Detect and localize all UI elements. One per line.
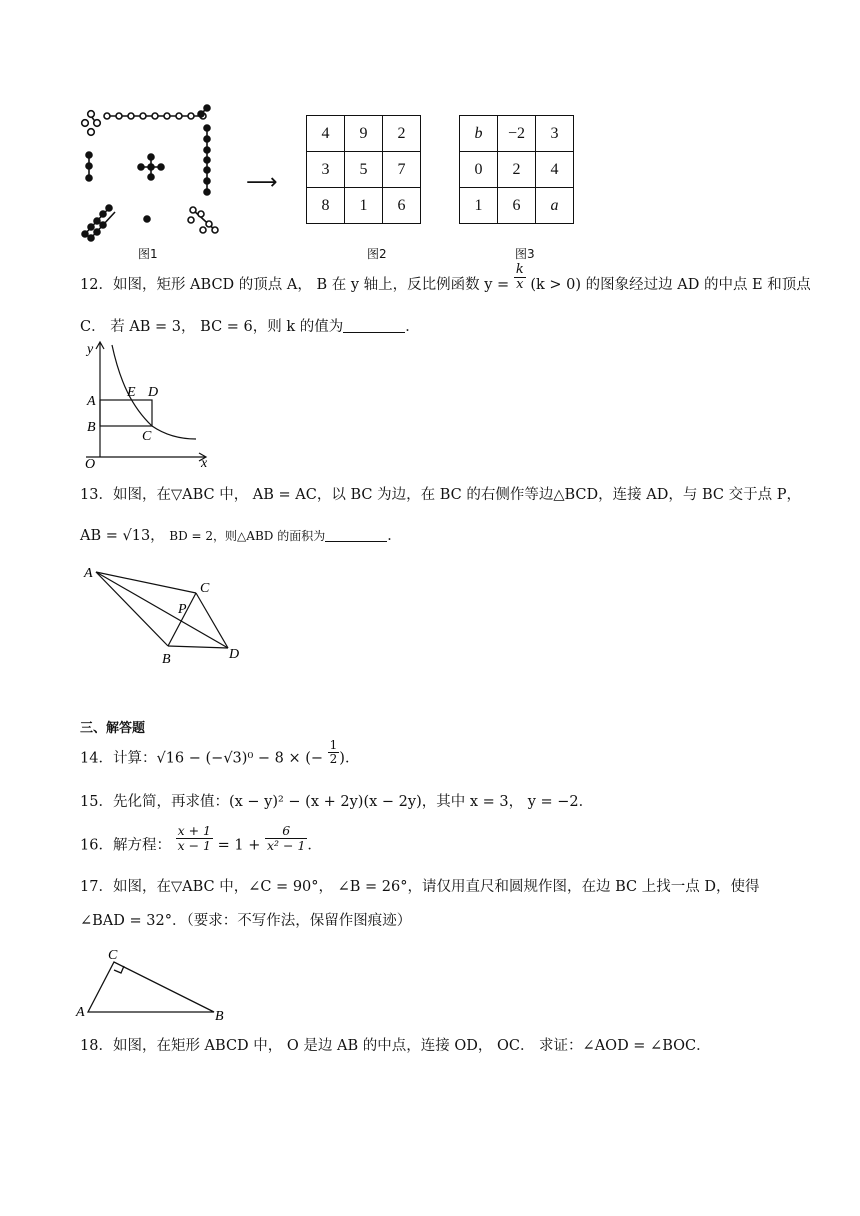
q14-number: 14．: [80, 750, 113, 767]
grid3-cell: 3: [536, 116, 574, 152]
q14-text: 计算：√16 − (−√3)⁰ − 8 × (−: [112, 750, 328, 767]
q13-figure: [80, 560, 250, 670]
grid2-cell: 2: [383, 116, 421, 152]
q12-label-E: E: [127, 385, 136, 400]
grid3-cell: 2: [498, 152, 536, 188]
section-heading: 三、解答题: [80, 721, 146, 736]
q17-number: 17．: [80, 879, 113, 895]
figure1-dot-pattern: [75, 100, 225, 242]
grid3-cell: b: [460, 116, 498, 152]
q17-label-A: A: [76, 1005, 85, 1020]
q16-text: 解方程：: [112, 837, 171, 854]
q14: [80, 738, 360, 767]
q16-fraction-left: [176, 824, 213, 853]
q12-label-y: y: [87, 342, 94, 357]
q12-label-x: x: [201, 456, 208, 470]
q13-line1: [80, 488, 801, 503]
q13-number: 13．: [80, 487, 113, 503]
grid2-cell: 6: [383, 188, 421, 224]
q17-line2: [80, 914, 411, 929]
q16-f1-den: x − 1: [177, 837, 211, 853]
grid2-cell: 8: [307, 188, 345, 224]
q15-number: 15．: [80, 794, 113, 810]
q12-frac-num: k: [515, 262, 524, 277]
q16-fraction-right: [265, 824, 307, 853]
grid3-cell: 1: [460, 188, 498, 224]
q13-end: ．: [387, 528, 402, 544]
q12-text-a: 如图，矩形 ABCD 的顶点 A， B 在 y 轴上，反比例函数 y =: [112, 276, 510, 293]
q16: [80, 823, 322, 854]
grid2-cell: 9: [345, 116, 383, 152]
grid3-cell: a: [536, 188, 574, 224]
q12-answer-blank: [343, 318, 405, 333]
q12-text-b: (k > 0) 的图象经过边 AD 的中点 E 和顶点: [530, 276, 811, 293]
q18-number: 18．: [80, 1038, 113, 1054]
q12-label-C: C: [142, 429, 152, 444]
q17-label-B: B: [215, 1009, 224, 1022]
grid2-cell: 7: [383, 152, 421, 188]
q16-number: 16．: [80, 837, 113, 854]
grid2-cell: 3: [307, 152, 345, 188]
grid2-cell: 5: [345, 152, 383, 188]
q14-frac-num: 1: [329, 738, 338, 752]
q14-fraction: [328, 739, 340, 766]
q12-number: 12．: [80, 276, 113, 293]
q12-text-c: C． 若 AB = 3， BC = 6，则 k 的值为: [80, 319, 344, 335]
q12-end: ．: [405, 319, 420, 335]
q18: [80, 1039, 711, 1054]
q13-text-c: BD = 2，则△ABD 的面积为: [169, 529, 326, 543]
q12-line2: [80, 318, 420, 335]
q13-line2: [80, 527, 402, 544]
q14-tail: )．: [339, 750, 360, 767]
arrow: ⟶: [246, 170, 278, 195]
q12-label-A: A: [87, 394, 96, 409]
q12-frac-den: x: [516, 277, 524, 293]
q13-label-B: B: [162, 652, 171, 667]
figure2-grid: [306, 115, 421, 224]
q13-answer-blank: [325, 527, 387, 542]
q14-frac-den: 2: [329, 752, 338, 767]
figure1-caption: 图1: [138, 247, 158, 261]
q17-text-a: 如图，在▽ABC 中，∠C = 90°， ∠B = 26°，请仅用直尺和圆规作图，在边 BC 上找一点 D，使得: [112, 879, 760, 895]
q16-f2-den: x² − 1: [266, 837, 306, 853]
q12-label-B: B: [87, 420, 96, 435]
q13-text-a: 如图，在▽ABC 中， AB = AC，以 BC 为边，在 BC 的右侧作等边△BCD，连接 AD，与 BC 交于点 P，: [112, 487, 801, 503]
q15: [80, 795, 593, 810]
q16-tail: ．: [307, 837, 322, 854]
q13-label-D: D: [229, 647, 240, 662]
q17-label-C: C: [108, 948, 118, 963]
q15-text: 先化简，再求值：(x − y)² − (x + 2y)(x − 2y)，其中 x = 3， y = −2．: [112, 794, 594, 810]
grid3-cell: −2: [498, 116, 536, 152]
q12-label-D: D: [148, 385, 159, 400]
q12-line1: [80, 262, 811, 293]
q12-fraction: [514, 263, 526, 293]
figure3-grid: [459, 115, 574, 224]
grid3-cell: 6: [498, 188, 536, 224]
figure2-caption: 图2: [367, 247, 387, 261]
q16-f1-num: x + 1: [177, 823, 211, 838]
q17-figure: [74, 942, 244, 1022]
q12-figure: [80, 337, 220, 470]
q13-label-A: A: [84, 566, 93, 581]
q17-text-b: ∠BAD = 32°．（要求：不写作法，保留作图痕迹）: [80, 913, 412, 929]
grid2-cell: 4: [307, 116, 345, 152]
q13-label-P: P: [178, 602, 187, 617]
grid2-cell: 1: [345, 188, 383, 224]
q12-label-O: O: [85, 457, 96, 470]
q16-f2-num: 6: [265, 824, 307, 839]
q13-text-b: AB = √13，: [80, 528, 165, 544]
q16-mid: = 1 +: [217, 837, 261, 854]
q18-text: 如图，在矩形 ABCD 中， O 是边 AB 的中点，连接 OD， OC． 求证：∠AOD = ∠BOC．: [112, 1038, 711, 1054]
q13-label-C: C: [200, 581, 210, 596]
grid3-cell: 0: [460, 152, 498, 188]
figure3-caption: 图3: [515, 247, 535, 261]
grid3-cell: 4: [536, 152, 574, 188]
q17-line1: [80, 880, 759, 895]
